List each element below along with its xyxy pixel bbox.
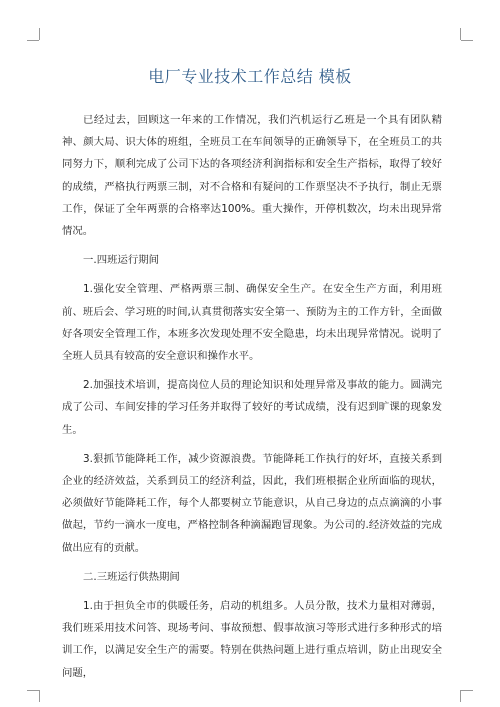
paragraph-training: 2.加强技术培训，提高岗位人员的理论知识和处理异常及事故的能力。圆满完成了公司、车间安排的学习任务并取得了较好的考试成绩，没有迟到旷课的现象发生。 [62,379,442,436]
crop-mark-top-right-v [460,28,461,40]
crop-mark-top-left-h [27,40,39,41]
crop-mark-bottom-right-v [460,690,461,702]
crop-mark-bottom-right-h [461,690,473,691]
document-body [62,109,442,684]
document-title: 电厂专业技术工作总结 模板 [148,67,352,86]
section-heading-2: 二.三班运行供热期间 [83,570,180,583]
paragraph-heating: 1.由于担负全市的供暖任务，启动的机组多。人员分散，技术力量相对薄弱，我们班采用技术问答、现场考问、事故预想、假事故演习等形式进行多种形式的培训工作，以满足安全生产的需要。特别在供热问题上进行重点培训，防止出现安全问题， [62,600,442,679]
crop-mark-top-right-h [461,40,473,41]
paragraph-safety: 1.强化安全管理、严格两票三制、确保安全生产。在安全生产方面，利用班前、班后会、学习班的时间,认真贯彻落实安全第一、预防为主的工作方针，全面做好各项安全管理工作，本班多次发现处理不安全隐患，均未出现异常情况。说明了全班人员具有较高的安全意识和操作水平。 [62,283,442,363]
section-heading-1: 一.四班运行期间 [83,254,160,267]
paragraph-energy: 3.狠抓节能降耗工作，减少资源浪费。节能降耗工作执行的好坏，直接关系到企业的经济效益，关系到员工的经济利益，因此，我们班根据企业所面临的现状，必须做好节能降耗工作，每个人都要树立节能意识，从自己身边的点点滴滴的小事做起，节约一滴水一度电，严格控制各种滴漏跑冒现象。为公司的.经济效益的完成做出应有的贡献。 [62,452,442,554]
crop-mark-top-left-v [39,28,40,40]
paragraph-intro: 已经过去，回顾这一年来的工作情况，我们汽机运行乙班是一个具有团队精神、颜大局、识大体的班组，全班员工在车间领导的正确领导下，在全班员工的共同努力下，顺利完成了公司下达的各项经济利润指标和安全生产指标，取得了较好的成绩，严格执行两票三制，对不合格和有疑问的工作票坚决不予执行，制止无票工作，保证了全年两票的合格率达100%。重大操作，开停机数次，均未出现异常情况。 [62,114,442,238]
crop-mark-bottom-left-h [27,690,39,691]
crop-mark-bottom-left-v [39,690,40,702]
